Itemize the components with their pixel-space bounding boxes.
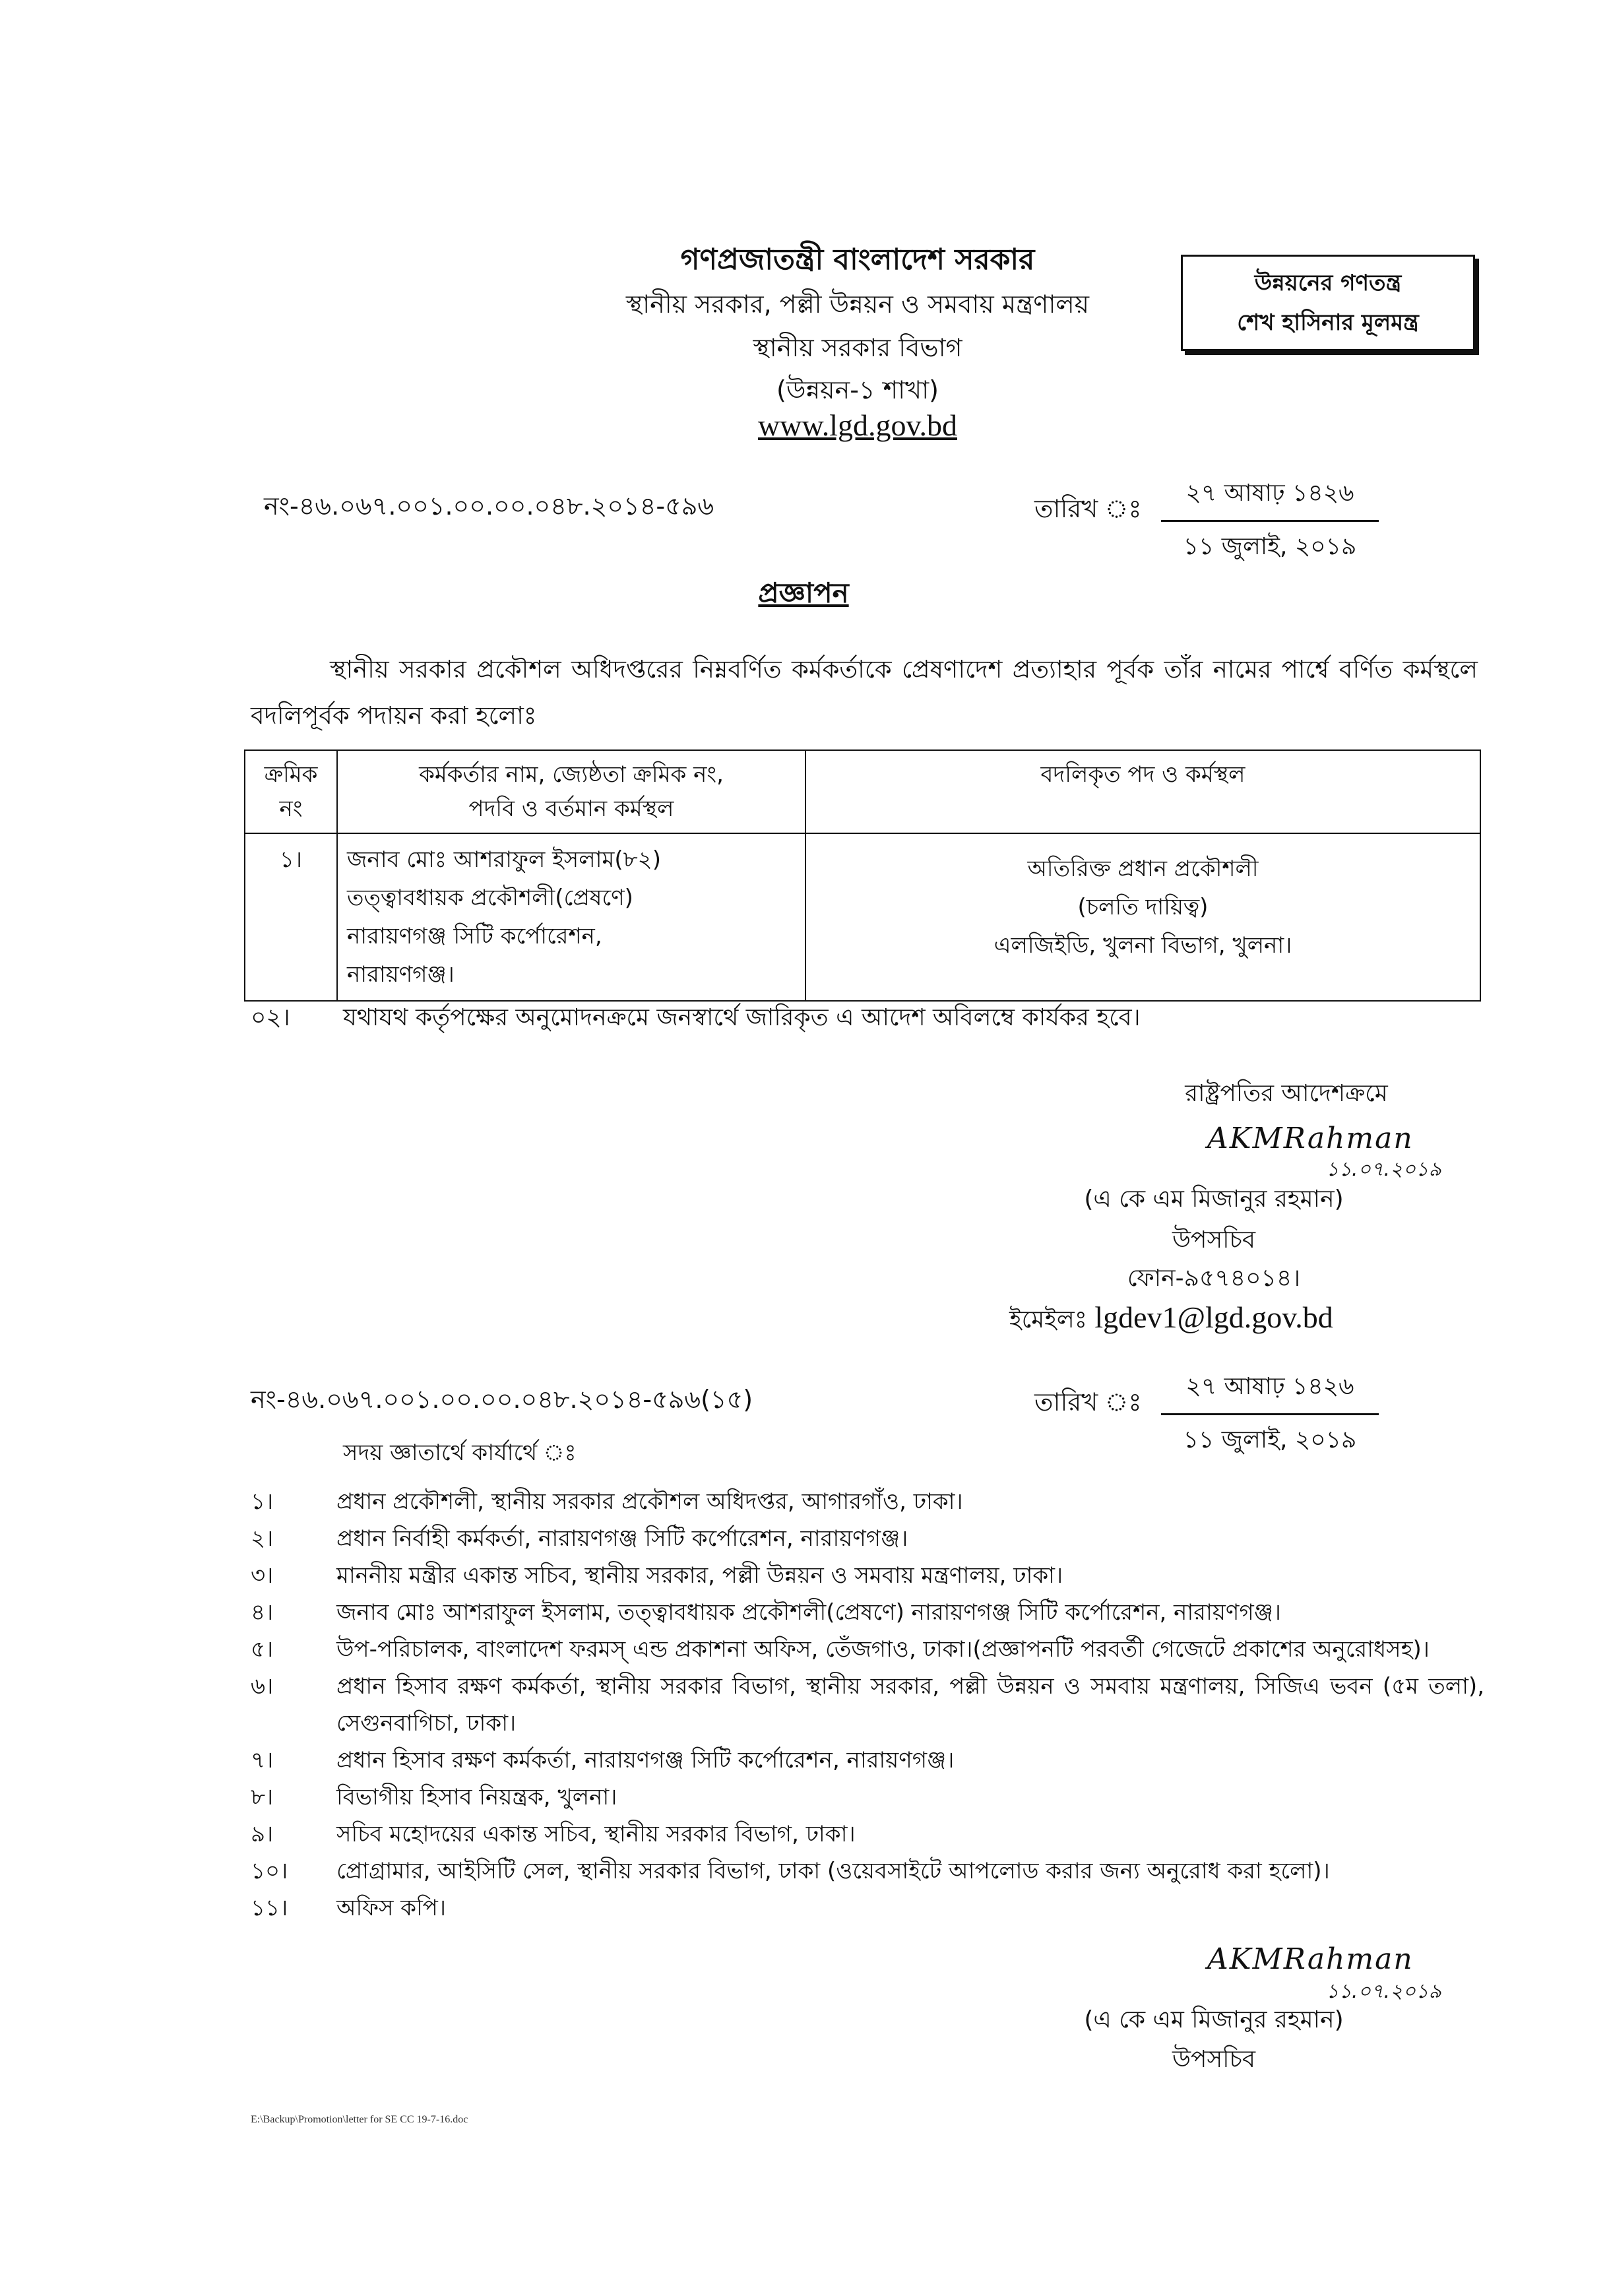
list-item <box>251 1520 1484 1557</box>
item-text: প্রধান নির্বাহী কর্মকর্তা, নারায়ণগঞ্জ সিটি কর্পোরেশন, নারায়ণগঞ্জ। <box>336 1525 908 1552</box>
item-number: ৯। <box>251 1821 274 1847</box>
item-number: ৮। <box>251 1784 274 1810</box>
memo-date <box>1161 475 1379 568</box>
posting-workplace: এলজিইডি, খুলনা বিভাগ, খুলনা। <box>993 932 1292 959</box>
list-item <box>251 1557 1484 1594</box>
posting-charge: (চলতি দায়িত্ব) <box>1077 894 1209 920</box>
header-serial <box>245 750 337 833</box>
website-link[interactable]: www.lgd.gov.bd <box>758 408 957 442</box>
signatory-2-name: (এ কে এম মিজানুর রহমান) <box>1084 2006 1344 2033</box>
signature-1: AKMRahman <box>1207 1122 1414 1155</box>
slogan-line-1: উন্নয়নের গণতন্ত্র <box>1254 270 1402 296</box>
list-item <box>251 1668 1484 1742</box>
email-row <box>1009 1300 1333 1341</box>
list-item <box>251 1483 1484 1520</box>
item-text: উপ-পরিচালক, বাংলাদেশ ফরমস্ এন্ড প্রকাশনা অফিস, তেঁজগাও, ঢাকা।(প্রজ্ঞাপনটি পরবর্তী গেজেটে প্রকাশের অনুরোধসহ)। <box>336 1636 1430 1663</box>
list-item <box>251 1853 1484 1890</box>
date-english: ১১ জুলাই, ২০১৯ <box>1183 533 1357 560</box>
memo-reference: নং-৪৬.০৬৭.০০১.০০.০০.০৪৮.২০১৪-৫৯৬ <box>264 492 714 521</box>
item-number: ৬। <box>251 1673 274 1700</box>
header-serial-line-1: ক্রমিক <box>264 761 318 788</box>
signature-1-date: ১১.০৭.২০১৯ <box>1326 1158 1441 1181</box>
row-posting <box>805 833 1480 1001</box>
officer-city: নারায়ণগঞ্জ। <box>347 961 455 988</box>
signature-2-date: ১১.০৭.২০১৯ <box>1326 1980 1441 2003</box>
item-text: মাননীয় মন্ত্রীর একান্ত সচিব, স্থানীয় সরকার, পল্লী উন্নয়ন ও সমবায় মন্ত্রণালয়, ঢাকা। <box>336 1562 1063 1589</box>
body-paragraph: স্থানীয় সরকার প্রকৌশল অধিদপ্তরের নিম্নবর্ণিত কর্মকর্তাকে প্রেষণাদেশ প্রত্যাহার পূর্বক তাঁর নামের পার্শ্বে বর্ণিত কর্মস্থলে বদলিপূর্বক পদায়ন করা হলোঃ <box>251 655 1478 730</box>
header-posting: বদলিকৃত পদ ও কর্মস্থল <box>805 750 1480 833</box>
posting-table <box>244 749 1481 1002</box>
list-item <box>251 1890 1484 1927</box>
row-officer <box>337 833 805 1001</box>
item-number: ২। <box>251 1525 274 1552</box>
presidential-order: রাষ্ট্রপতির আদেশক্রমে <box>1185 1080 1388 1107</box>
division-name: স্থানীয় সরকার বিভাগ <box>753 333 962 362</box>
notification-title: প্রজ্ঞাপন <box>758 577 849 609</box>
distribution-list <box>251 1483 1484 1927</box>
list-item <box>251 1779 1484 1816</box>
item-number: ৩। <box>251 1562 274 1589</box>
memo2-date-label: তারিখ ঃ <box>1034 1387 1142 1417</box>
para2-text: যথাযথ কর্তৃপক্ষের অনুমোদনক্রমে জনস্বার্থে জারিকৃত এ আদেশ অবিলম্বে কার্যকর হবে। <box>343 1004 1141 1031</box>
officer-workplace: নারায়ণগঞ্জ সিটি কর্পোরেশন, <box>347 923 602 949</box>
item-text: সচিব মহোদয়ের একান্ত সচিব, স্থানীয় সরকার বিভাগ, ঢাকা। <box>336 1821 856 1847</box>
item-text: প্রধান হিসাব রক্ষণ কর্মকর্তা, নারায়ণগঞ্জ সিটি কর্পোরেশন, নারায়ণগঞ্জ। <box>336 1747 955 1773</box>
list-item <box>251 1742 1484 1779</box>
signatory-1-name: (এ কে এম মিজানুর রহমান) <box>1084 1186 1344 1213</box>
item-text: বিভাগীয় হিসাব নিয়ন্ত্রক, খুলনা। <box>336 1784 617 1810</box>
file-path-footer: E:\Backup\Promotion\letter for SE CC 19-7-16.doc <box>251 2114 468 2125</box>
memo2-date-bangla: ২৭ আষাঢ় ১৪২৬ <box>1161 1368 1379 1415</box>
item-number: ১। <box>251 1488 274 1515</box>
govt-name: গণপ্রজাতন্ত্রী বাংলাদেশ সরকার <box>680 243 1035 276</box>
memo2-date-english: ১১ জুলাই, ২০১৯ <box>1183 1426 1357 1453</box>
table-row <box>245 833 1480 1001</box>
slogan-line-2: শেখ হাসিনার মূলমন্ত্র <box>1237 309 1419 336</box>
item-text: প্রধান প্রকৌশলী, স্থানীয় সরকার প্রকৌশল অধিদপ্তর, আগারগাঁও, ঢাকা। <box>336 1488 963 1515</box>
posting-designation: অতিরিক্ত প্রধান প্রকৌশলী <box>1027 856 1259 882</box>
list-item <box>251 1631 1484 1668</box>
officer-designation: তত্ত্বাবধায়ক প্রকৌশলী(প্রেষণে) <box>347 885 633 911</box>
item-number: ৫। <box>251 1636 274 1663</box>
row-serial: ১। <box>245 833 337 1001</box>
item-text: অফিস কপি। <box>336 1895 447 1921</box>
item-text: জনাব মোঃ আশরাফুল ইসলাম, তত্ত্বাবধায়ক প্রকৌশলী(প্রেষণে) নারায়ণগঞ্জ সিটি কর্পোরেশন, নারায়ণগঞ্জ। <box>336 1599 1281 1626</box>
signatory-1-phone: ফোন-৯৫৭৪০১৪। <box>1127 1265 1301 1292</box>
header-serial-line-2: নং <box>279 796 303 822</box>
email-link[interactable]: lgdev1@lgd.gov.bd <box>1094 1300 1333 1334</box>
ministry-name: স্থানীয় সরকার, পল্লী উন্নয়ন ও সমবায় মন্ত্রণালয় <box>625 290 1090 319</box>
signature-2: AKMRahman <box>1207 1942 1414 1976</box>
list-item <box>251 1594 1484 1631</box>
header-officer-line-2: পদবি ও বর্তমান কর্মস্থল <box>468 796 674 822</box>
signatory-1-designation: উপসচিব <box>1172 1227 1256 1254</box>
header-officer <box>337 750 805 833</box>
date-label: তারিখ ঃ <box>1034 494 1142 523</box>
distribution-heading: সদয় জ্ঞাতার্থে কার্যার্থে ঃ <box>343 1440 577 1466</box>
item-text: প্রধান হিসাব রক্ষণ কর্মকর্তা, স্থানীয় সরকার বিভাগ, স্থানীয় সরকার, পল্লী উন্নয়ন ও সমবায় মন্ত্রণালয়, সিজিএ ভবন (৫ম তলা), সেগুনবাগিচা, ঢাকা। <box>336 1673 1484 1737</box>
memo2-reference: নং-৪৬.০৬৭.০০১.০০.০০.০৪৮.২০১৪-৫৯৬(১৫) <box>251 1385 753 1414</box>
para2-number: ০২। <box>251 1004 290 1031</box>
signatory-2-designation: উপসচিব <box>1172 2046 1256 2073</box>
slogan-box <box>1181 255 1475 351</box>
memo2-date <box>1161 1368 1379 1461</box>
item-number: ১০। <box>251 1858 288 1884</box>
item-number: ১১। <box>251 1895 288 1921</box>
item-number: ৭। <box>251 1747 274 1773</box>
officer-name: জনাব মোঃ আশরাফুল ইসলাম(৮২) <box>347 846 662 873</box>
header-officer-line-1: কর্মকর্তার নাম, জ্যেষ্ঠতা ক্রমিক নং, <box>419 761 724 788</box>
table-header-row <box>245 750 1480 833</box>
branch-name: (উন্নয়ন-১ শাখা) <box>776 375 939 404</box>
email-label: ইমেইলঃ <box>1009 1306 1087 1333</box>
item-number: ৪। <box>251 1599 274 1626</box>
list-item <box>251 1816 1484 1853</box>
item-text: প্রোগ্রামার, আইসিটি সেল, স্থানীয় সরকার বিভাগ, ঢাকা (ওয়েবসাইটে আপলোড করার জন্য অনুরোধ করা হলো)। <box>336 1858 1330 1884</box>
date-bangla: ২৭ আষাঢ় ১৪২৬ <box>1161 475 1379 522</box>
